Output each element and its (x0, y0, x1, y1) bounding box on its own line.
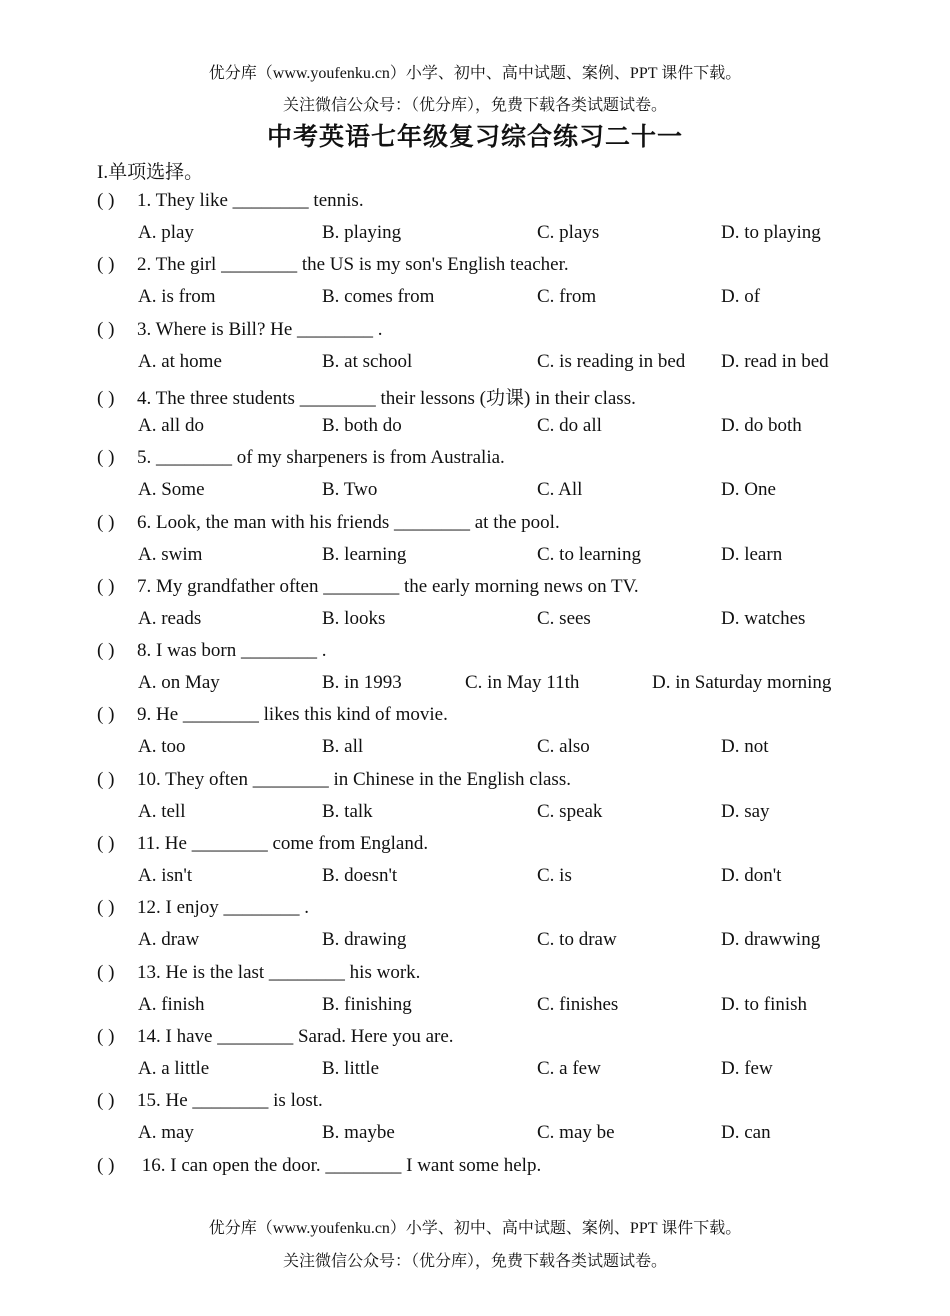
question-text: 1. They like ________ tennis. (137, 190, 364, 211)
option-a[interactable]: A. all do (138, 414, 204, 436)
question-5 (97, 447, 505, 469)
option-d[interactable]: D. to playing (721, 222, 821, 243)
option-b[interactable]: B. comes from (322, 286, 435, 308)
option-b[interactable]: B. both do (322, 414, 402, 436)
question-13 (97, 962, 420, 984)
option-c[interactable]: C. to learning (537, 543, 641, 565)
option-a[interactable]: A. too (138, 736, 186, 758)
option-c[interactable]: C. do all (537, 414, 602, 436)
question-10 (97, 769, 571, 791)
question-text: 8. I was born ________ . (137, 640, 327, 662)
question-text: 10. They often ________ in Chinese in the English class. (137, 768, 571, 790)
option-b[interactable]: B. at school (322, 350, 413, 372)
question-text: 13. He is the last ________ his work. (137, 961, 421, 983)
question-text: 16. I can open the door. ________ I want some help. (137, 1154, 542, 1176)
option-b[interactable]: B. in 1993 (322, 672, 402, 694)
option-d[interactable]: D. learn (721, 543, 783, 565)
answer-blank[interactable]: ( ) (97, 1154, 115, 1176)
question-15 (97, 1090, 323, 1112)
question-8 (97, 640, 326, 662)
answer-blank[interactable]: ( ) (97, 190, 115, 211)
option-c[interactable]: C. in May 11th (465, 672, 580, 694)
option-b[interactable]: B. finishing (322, 993, 412, 1015)
question-text: 12. I enjoy ________ . (137, 897, 310, 919)
option-d[interactable]: D. do both (721, 414, 802, 436)
option-b[interactable]: B. maybe (322, 1122, 395, 1144)
options-row (138, 222, 898, 250)
question-text: 11. He ________ come from England. (137, 833, 429, 854)
option-c[interactable]: C. sees (537, 607, 591, 629)
option-a[interactable]: A. on May (138, 672, 220, 694)
header-line-1: 优分库（www.youfenku.cn）小学、初中、高中试题、案例、PPT 课件下载。 (208, 65, 742, 82)
option-a[interactable]: A. at home (138, 350, 222, 372)
option-a[interactable]: A. is from (138, 286, 216, 308)
options-row (138, 608, 898, 636)
option-b[interactable]: B. drawing (322, 929, 407, 951)
answer-blank[interactable]: ( ) (97, 897, 115, 919)
option-b[interactable]: B. learning (322, 543, 407, 565)
question-text: 5. ________ of my sharpeners is from Australia. (137, 447, 505, 469)
option-b[interactable]: B. talk (322, 800, 373, 822)
option-b[interactable]: B. all (322, 736, 364, 758)
options-row (138, 415, 898, 443)
question-text: 14. I have ________ Sarad. Here you are. (137, 1025, 454, 1047)
footer-line-2: 关注微信公众号：（优分库），免费下载各类试题试卷。 (282, 1253, 667, 1270)
answer-blank[interactable]: ( ) (97, 961, 115, 983)
option-d[interactable]: D. can (721, 1122, 771, 1144)
answer-blank[interactable]: ( ) (97, 447, 115, 469)
question-text: 7. My grandfather often ________ the early morning news on TV. (137, 575, 639, 597)
option-b[interactable]: B. looks (322, 607, 386, 629)
option-c[interactable]: C. is (537, 865, 572, 886)
option-a[interactable]: A. draw (138, 929, 200, 951)
option-c[interactable]: C. may be (537, 1122, 615, 1144)
answer-blank[interactable]: ( ) (97, 704, 115, 726)
option-b[interactable]: B. doesn't (322, 865, 398, 886)
question-9 (97, 704, 448, 726)
option-a[interactable]: A. reads (138, 607, 202, 629)
question-text: 2. The girl ________ the US is my son's English teacher. (137, 254, 569, 276)
question-2 (97, 254, 569, 276)
answer-blank[interactable]: ( ) (97, 768, 115, 790)
answer-blank[interactable]: ( ) (97, 254, 115, 276)
question-text: 6. Look, the man with his friends ________ at the pool. (137, 511, 560, 533)
option-c[interactable]: C. is reading in bed (537, 350, 686, 372)
option-b[interactable]: B. little (322, 1057, 379, 1079)
options-row (138, 1058, 898, 1086)
question-7 (97, 576, 639, 598)
option-c[interactable]: C. plays (537, 222, 600, 243)
answer-blank[interactable]: ( ) (97, 833, 115, 854)
option-d[interactable]: D. don't (721, 865, 782, 886)
option-d[interactable]: D. say (721, 800, 770, 822)
option-d[interactable]: D. drawwing (721, 929, 821, 951)
answer-blank[interactable]: ( ) (97, 575, 115, 597)
option-c[interactable]: C. speak (537, 800, 603, 822)
question-6 (97, 512, 560, 534)
question-4 (97, 383, 636, 410)
options-row (138, 672, 898, 700)
option-d[interactable]: D. One (721, 479, 776, 501)
option-a[interactable]: A. finish (138, 993, 205, 1015)
answer-blank[interactable]: ( ) (97, 640, 115, 662)
option-b[interactable]: B. playing (322, 222, 402, 243)
header-line-2: 关注微信公众号：（优分库），免费下载各类试题试卷。 (282, 97, 667, 114)
option-c[interactable]: C. from (537, 286, 597, 308)
option-a[interactable]: A. swim (138, 543, 203, 565)
option-a[interactable]: A. a little (138, 1057, 210, 1079)
options-row (138, 994, 898, 1022)
answer-blank[interactable]: ( ) (97, 387, 115, 409)
option-c[interactable]: C. also (537, 736, 590, 758)
option-c[interactable]: C. All (537, 479, 583, 501)
option-b[interactable]: B. Two (322, 479, 378, 501)
options-row (138, 286, 898, 314)
question-16 (97, 1155, 541, 1177)
footer-line-1: 优分库（www.youfenku.cn）小学、初中、高中试题、案例、PPT 课件下载。 (208, 1220, 742, 1237)
option-c[interactable]: C. to draw (537, 929, 617, 951)
options-row (138, 801, 898, 829)
options-row (138, 865, 898, 893)
answer-blank[interactable]: ( ) (97, 511, 115, 533)
question-11 (97, 833, 428, 855)
options-row (138, 544, 898, 572)
question-text: 4. The three students ________ their lessons (功课) in their class. (137, 387, 636, 409)
option-c[interactable]: C. a few (537, 1057, 601, 1079)
question-text: 15. He ________ is lost. (137, 1090, 323, 1112)
option-d[interactable]: D. in Saturday morning (652, 672, 832, 694)
question-text: 3. Where is Bill? He ________ . (137, 318, 383, 340)
answer-blank[interactable]: ( ) (97, 318, 115, 340)
option-d[interactable]: D. of (721, 286, 761, 308)
options-row (138, 929, 898, 957)
option-d[interactable]: D. few (721, 1057, 773, 1079)
answer-blank[interactable]: ( ) (97, 1090, 115, 1112)
option-a[interactable]: A. Some (138, 479, 205, 501)
question-14 (97, 1026, 454, 1048)
page-title: 中考英语七年级复习综合练习二十一 (266, 124, 683, 151)
option-a[interactable]: A. isn't (138, 865, 193, 886)
option-a[interactable]: A. play (138, 222, 194, 243)
question-12 (97, 897, 309, 919)
option-a[interactable]: A. tell (138, 800, 186, 822)
question-1 (97, 190, 364, 212)
question-text: 9. He ________ likes this kind of movie. (137, 704, 448, 726)
options-row (138, 351, 898, 379)
option-d[interactable]: D. read in bed (721, 350, 829, 372)
options-row (138, 736, 898, 764)
option-d[interactable]: D. not (721, 736, 769, 758)
options-row (138, 479, 898, 507)
answer-blank[interactable]: ( ) (97, 1025, 115, 1047)
option-d[interactable]: D. watches (721, 607, 806, 629)
option-d[interactable]: D. to finish (721, 993, 808, 1015)
option-a[interactable]: A. may (138, 1122, 194, 1144)
option-c[interactable]: C. finishes (537, 993, 619, 1015)
section-heading: I.单项选择。 (97, 162, 204, 183)
options-row (138, 1122, 898, 1150)
question-3 (97, 319, 383, 341)
